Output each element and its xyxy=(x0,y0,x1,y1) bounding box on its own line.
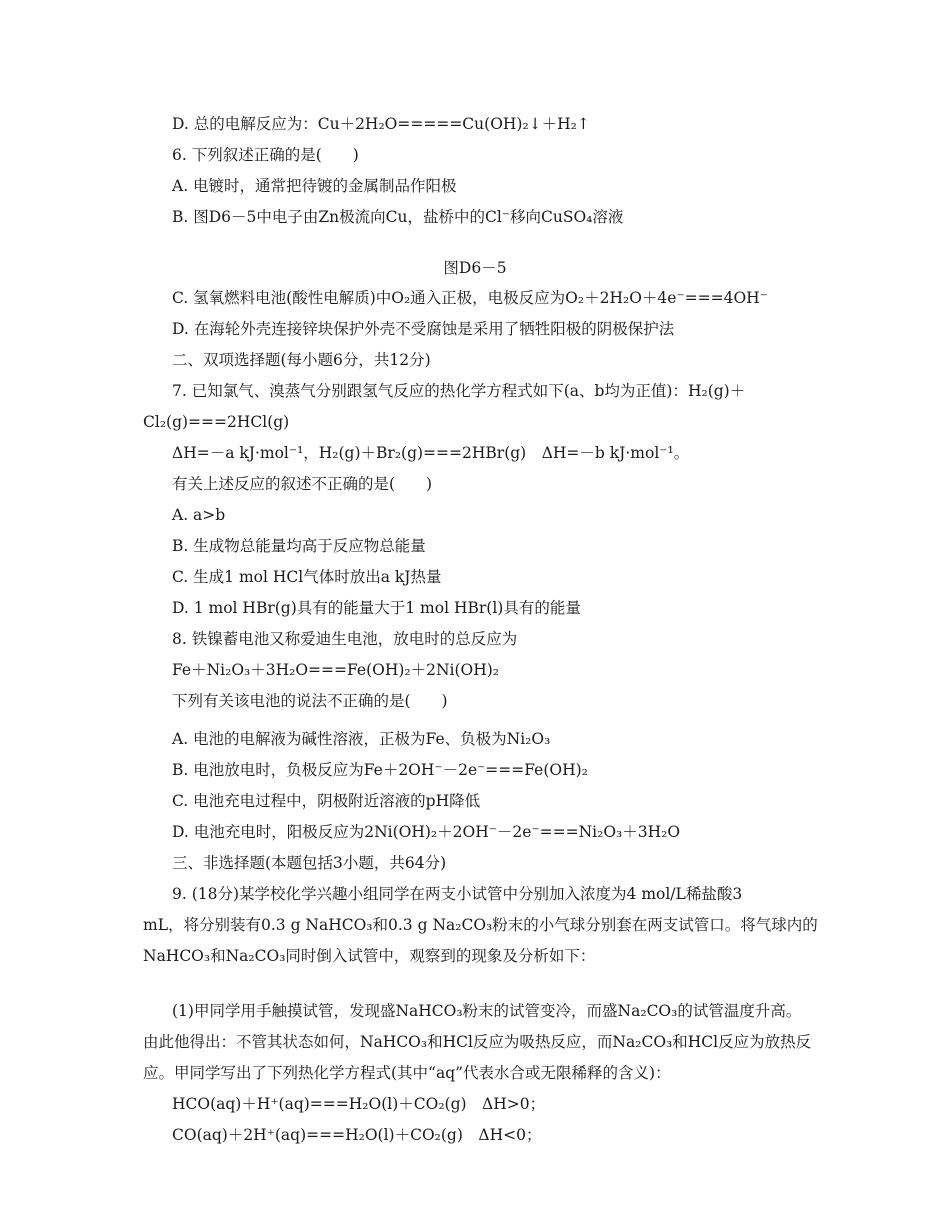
option-a-q6: A. 电镀时，通常把待镀的金属制品作阳极 xyxy=(172,177,457,195)
option-b-q8: B. 电池放电时，负极反应为Fe＋2OH⁻－2e⁻===Fe(OH)₂ xyxy=(172,761,588,779)
option-c-q8: C. 电池充电过程中，阴极附近溶液的pH降低 xyxy=(172,792,481,810)
question-6: 6. 下列叙述正确的是( ) xyxy=(172,146,359,164)
option-c-q6: C. 氢氧燃料电池(酸性电解质)中O₂通入正极，电极反应为O₂＋2H₂O＋4e⁻===4OH⁻ xyxy=(172,289,768,307)
equation-1: HCO(aq)＋H⁺(aq)===H₂O(l)＋CO₂(g) ΔH>0； xyxy=(172,1095,546,1113)
question-9: 9. (18分)某学校化学兴趣小组同学在两支小试管中分别加入浓度为4 mol/L稀盐酸3 xyxy=(172,885,743,903)
question-9-part-1: (1)甲同学用手触摸试管，发现盛NaHCO₃粉末的试管变冷，而盛Na₂CO₃的试管温度升高。 xyxy=(172,1002,802,1020)
option-d-q6: D. 在海轮外壳连接锌块保护外壳不受腐蚀是采用了牺牲阳极的阴极保护法 xyxy=(172,320,675,338)
question-9-part-1-cont: 由此他得出：不管其状态如何，NaHCO₃和HCl反应为吸热反应，而Na₂CO₃和HCl反应为放热反 xyxy=(143,1033,812,1051)
question-8: 8. 铁镍蓄电池又称爱迪生电池，放电时的总反应为 xyxy=(172,630,518,648)
figure-caption: 图D6－5 xyxy=(443,259,507,277)
option-a-q7: A. a>b xyxy=(172,506,226,524)
question-8-equation: Fe＋Ni₂O₃＋3H₂O===Fe(OH)₂＋2Ni(OH)₂ xyxy=(172,661,500,679)
option-d-q5: D. 总的电解反应为：Cu＋2H₂O=====Cu(OH)₂↓＋H₂↑ xyxy=(172,115,590,133)
option-c-q7: C. 生成1 mol HCl气体时放出a kJ热量 xyxy=(172,568,442,586)
question-9-cont-1: mL，将分别装有0.3 g NaHCO₃和0.3 g Na₂CO₃粉末的小气球分别套在两支试管口。将气球内的 xyxy=(143,916,818,934)
question-7: 7. 已知氯气、溴蒸气分别跟氢气反应的热化学方程式如下(a、b均为正值)：H₂(g)＋ xyxy=(172,382,746,400)
question-9-part-1-cont-2: 应。甲同学写出了下列热化学方程式(其中“aq”代表水合或无限稀释的含义)： xyxy=(143,1064,671,1082)
option-d-q8: D. 电池充电时，阳极反应为2Ni(OH)₂＋2OH⁻－2e⁻===Ni₂O₃＋3H₂O xyxy=(172,823,681,841)
question-7-prompt: 有关上述反应的叙述不正确的是( ) xyxy=(172,475,433,493)
option-b-q7: B. 生成物总能量均高于反应物总能量 xyxy=(172,537,426,555)
section-heading-2: 二、双项选择题(每小题6分，共12分) xyxy=(172,351,431,369)
option-a-q8: A. 电池的电解液为碱性溶液，正极为Fe、负极为Ni₂O₃ xyxy=(172,730,551,748)
question-9-cont-2: NaHCO₃和Na₂CO₃同时倒入试管中，观察到的现象及分析如下： xyxy=(143,947,596,965)
question-7-equations: ΔH=－a kJ·mol⁻¹，H₂(g)＋Br₂(g)===2HBr(g) ΔH=－b kJ·mol⁻¹。 xyxy=(172,444,690,462)
equation-2: CO(aq)＋2H⁺(aq)===H₂O(l)＋CO₂(g) ΔH<0； xyxy=(172,1126,542,1144)
option-d-q7: D. 1 mol HBr(g)具有的能量大于1 mol HBr(l)具有的能量 xyxy=(172,599,581,617)
question-8-prompt: 下列有关该电池的说法不正确的是( ) xyxy=(172,692,448,710)
option-b-q6: B. 图D6－5中电子由Zn极流向Cu，盐桥中的Cl⁻移向CuSO₄溶液 xyxy=(172,208,624,226)
question-7-cont: Cl₂(g)===2HCl(g) xyxy=(143,413,290,431)
section-heading-3: 三、非选择题(本题包括3小题，共64分) xyxy=(172,854,447,872)
